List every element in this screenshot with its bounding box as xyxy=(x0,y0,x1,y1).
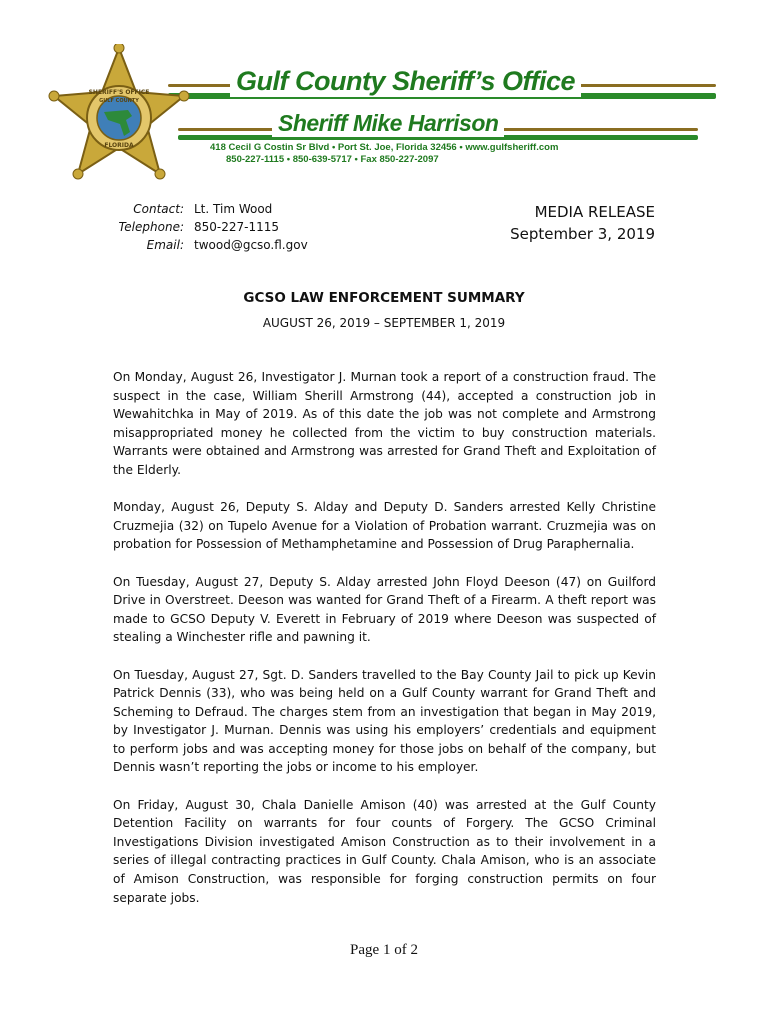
letterhead xyxy=(0,0,768,185)
release-block xyxy=(510,201,655,245)
svg-text:FLORIDA: FLORIDA xyxy=(104,142,134,149)
office-name: Gulf County Sheriff’s Office xyxy=(230,66,581,97)
summary-body xyxy=(113,368,656,926)
svg-text:SHERIFF'S OFFICE: SHERIFF'S OFFICE xyxy=(88,89,150,96)
sheriff-star-badge-logo xyxy=(48,44,190,184)
svg-text:GULF COUNTY: GULF COUNTY xyxy=(99,98,139,104)
contact-block xyxy=(96,200,308,254)
office-phones: 850-227-1115 • 850-639-5717 • Fax 850-227-2097 xyxy=(226,154,439,165)
document-date-range: AUGUST 26, 2019 – SEPTEMBER 1, 2019 xyxy=(262,316,506,330)
email-row xyxy=(96,236,308,254)
contact-label: Contact: xyxy=(133,202,184,216)
summary-paragraph: On Tuesday, August 27, Deputy S. Alday arrested John Floyd Deeson (47) on Guilford Drive in Overstreet. Deeson was wanted for Grand Theft of a Firearm. A theft report was made to GCSO Deputy V. Everett in February of 2019 where Deeson was suspected of stealing a Winchester rifle and pawning it. xyxy=(113,574,656,645)
contact-row xyxy=(96,200,308,218)
contact-name: Lt. Tim Wood xyxy=(194,202,273,216)
summary-paragraph: Monday, August 26, Deputy S. Alday and Deputy D. Sanders arrested Kelly Christine Cruzmejia (32) on Tupelo Avenue for a Violation of Probation warrant. Cruzmejia was on probation for Possession of Methamphetamine and Possession of Drug Paraphernalia. xyxy=(113,500,656,552)
email-label: Email: xyxy=(146,238,184,252)
summary-paragraph: On Friday, August 30, Chala Danielle Amison (40) was arrested at the Gulf County Detention Facility on warrants for four counts of Forgery. The GCSO Criminal Investigations Division investigated Amison Construction as to their involvement in a series of illegal contracting practices in Gulf County. Chala Amison, who is an associate of Amison Construction, was responsible for forging construction permits on four separate jobs. xyxy=(113,797,656,905)
summary-paragraph: On Tuesday, August 27, Sgt. D. Sanders travelled to the Bay County Jail to pick up Kevin Patrick Dennis (33), who was being held on a Gulf County warrant for Grand Theft and Scheming to Defraud. The charges stem from an investigation that began in May 2019, by Investigator J. Murnan. Dennis was using his employers’ credentials and equipment to perform jobs and was accepting money for those jobs on behalf of the company, but Dennis wasn’t reporting the jobs or income to his employer. xyxy=(113,667,656,775)
release-date: September 3, 2019 xyxy=(510,225,655,243)
telephone-row xyxy=(96,218,308,236)
office-address: 418 Cecil G Costin Sr Blvd • Port St. Joe, Florida 32456 • www.gulfsheriff.com xyxy=(210,142,559,153)
document-title: GCSO LAW ENFORCEMENT SUMMARY xyxy=(243,290,525,306)
telephone-value: 850-227-1115 xyxy=(194,220,280,234)
page-number: Page 1 of 2 xyxy=(350,942,418,958)
summary-paragraph: On Monday, August 26, Investigator J. Murnan took a report of a construction fraud. The suspect in the case, William Sherill Armstrong (44), accepted a construction job in Wewahitchka in May of 2019. As of this date the job was not complete and Armstrong misappropriated money he collected from the victim to buy construction materials. Warrants were obtained and Armstrong was arrested for Grand Theft and Exploitation of the Elderly. xyxy=(113,370,656,477)
email-value: twood@gcso.fl.gov xyxy=(194,238,308,252)
sheriff-name: Sheriff Mike Harrison xyxy=(272,110,504,137)
release-type: MEDIA RELEASE xyxy=(534,203,655,221)
telephone-label: Telephone: xyxy=(118,220,184,234)
